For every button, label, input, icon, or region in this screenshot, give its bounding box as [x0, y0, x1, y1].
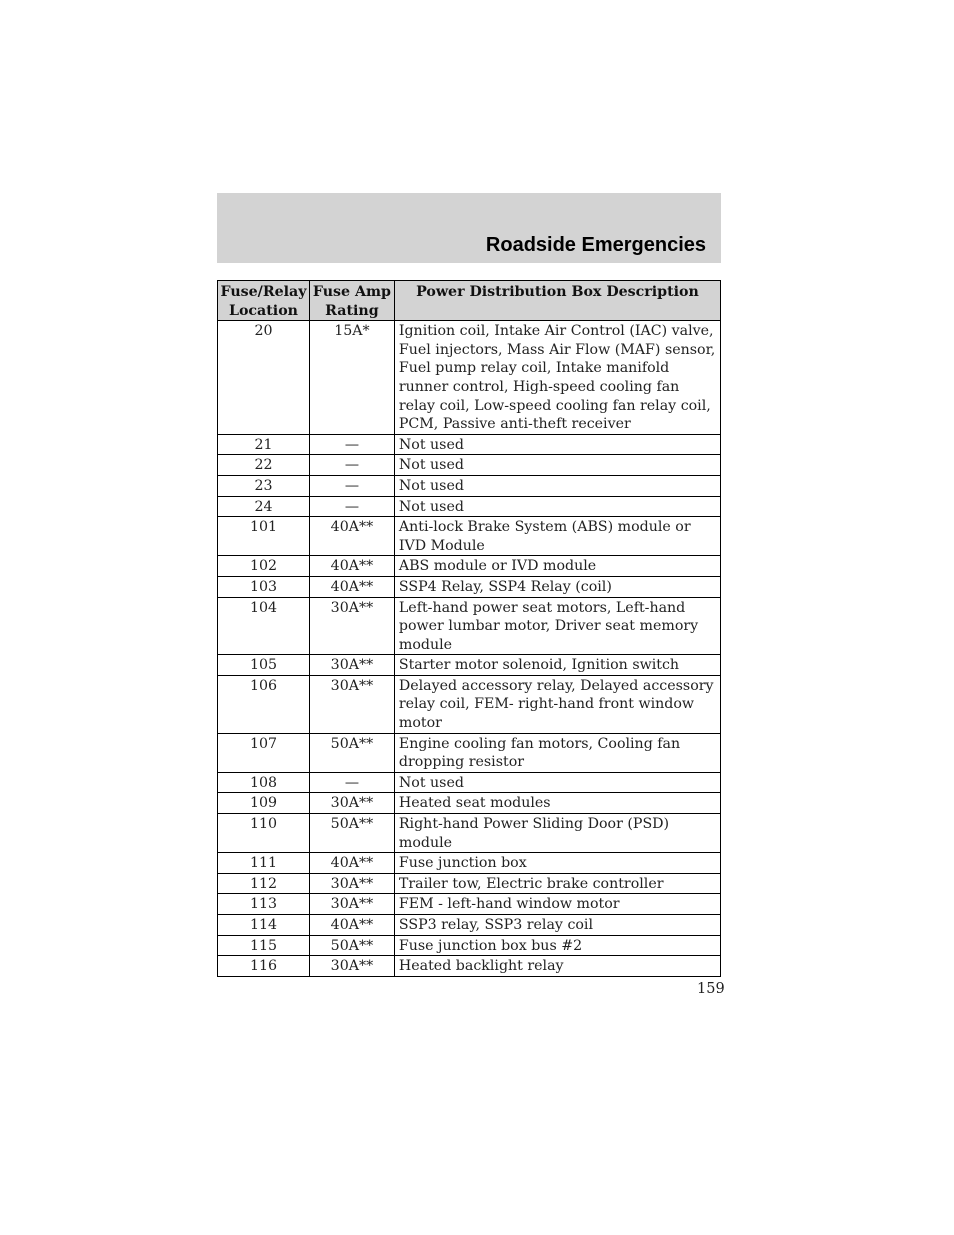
cell-rating: 30A** [309, 655, 394, 676]
table-row [218, 894, 721, 915]
cell-description: ABS module or IVD module [394, 556, 720, 577]
cell-description: Fuse junction box [394, 853, 720, 874]
table-row [218, 675, 721, 733]
cell-description: Starter motor solenoid, Ignition switch [394, 655, 720, 676]
cell-location: 22 [218, 455, 310, 476]
column-header-location: Fuse/Relay Location [218, 281, 310, 321]
table-row [218, 873, 721, 894]
cell-location: 105 [218, 655, 310, 676]
cell-description: Not used [394, 496, 720, 517]
cell-description: Not used [394, 434, 720, 455]
cell-location: 112 [218, 873, 310, 894]
table-row [218, 475, 721, 496]
table-row [218, 655, 721, 676]
cell-description: Not used [394, 475, 720, 496]
cell-description: Heated seat modules [394, 793, 720, 814]
table-row [218, 517, 721, 556]
table-row [218, 814, 721, 853]
section-header-band [217, 193, 721, 263]
table-row [218, 496, 721, 517]
table-body [218, 321, 721, 977]
table-row [218, 793, 721, 814]
cell-location: 110 [218, 814, 310, 853]
cell-location: 20 [218, 321, 310, 435]
cell-rating: — [309, 475, 394, 496]
cell-rating: — [309, 455, 394, 476]
table-row [218, 935, 721, 956]
cell-rating: 40A** [309, 853, 394, 874]
table-row [218, 556, 721, 577]
cell-rating: 30A** [309, 675, 394, 733]
cell-rating: 30A** [309, 873, 394, 894]
cell-location: 108 [218, 772, 310, 793]
cell-rating: 50A** [309, 733, 394, 772]
cell-description: Fuse junction box bus #2 [394, 935, 720, 956]
table-row [218, 772, 721, 793]
cell-rating: — [309, 496, 394, 517]
cell-location: 106 [218, 675, 310, 733]
table-row [218, 597, 721, 655]
cell-location: 24 [218, 496, 310, 517]
cell-rating: 40A** [309, 517, 394, 556]
cell-location: 21 [218, 434, 310, 455]
cell-rating: 50A** [309, 814, 394, 853]
cell-location: 115 [218, 935, 310, 956]
table-row [218, 915, 721, 936]
cell-rating: 30A** [309, 793, 394, 814]
cell-rating: 40A** [309, 576, 394, 597]
cell-description: Not used [394, 455, 720, 476]
cell-location: 111 [218, 853, 310, 874]
cell-location: 103 [218, 576, 310, 597]
cell-rating: 15A* [309, 321, 394, 435]
cell-rating: 40A** [309, 556, 394, 577]
cell-location: 113 [218, 894, 310, 915]
fuse-table [217, 280, 721, 977]
cell-rating: 30A** [309, 956, 394, 977]
table-row [218, 434, 721, 455]
cell-description: SSP3 relay, SSP3 relay coil [394, 915, 720, 936]
cell-description: Delayed accessory relay, Delayed accessory relay coil, FEM- right-hand front window motor [394, 675, 720, 733]
table-row [218, 956, 721, 977]
cell-description: Left-hand power seat motors, Left-hand power lumbar motor, Driver seat memory module [394, 597, 720, 655]
cell-location: 23 [218, 475, 310, 496]
cell-description: Right-hand Power Sliding Door (PSD) module [394, 814, 720, 853]
cell-description: Not used [394, 772, 720, 793]
page-number: 159 [697, 981, 725, 997]
cell-description: Heated backlight relay [394, 956, 720, 977]
cell-location: 109 [218, 793, 310, 814]
section-title: Roadside Emergencies [485, 234, 706, 256]
table-row [218, 321, 721, 435]
cell-location: 116 [218, 956, 310, 977]
table-row [218, 853, 721, 874]
cell-rating: 30A** [309, 894, 394, 915]
cell-location: 102 [218, 556, 310, 577]
cell-rating: 30A** [309, 597, 394, 655]
column-header-rating: Fuse Amp Rating [309, 281, 394, 321]
cell-description: Engine cooling fan motors, Cooling fan dropping resistor [394, 733, 720, 772]
cell-location: 104 [218, 597, 310, 655]
cell-description: Ignition coil, Intake Air Control (IAC) valve, Fuel injectors, Mass Air Flow (MAF) sensor, Fuel pump relay coil, Intake manifold runner control, High-speed cooling fan relay coil, Low-speed cooling fan relay coil, PCM, Passive anti-theft receiver [394, 321, 720, 435]
cell-description: SSP4 Relay, SSP4 Relay (coil) [394, 576, 720, 597]
cell-rating: 50A** [309, 935, 394, 956]
cell-rating: 40A** [309, 915, 394, 936]
cell-rating: — [309, 434, 394, 455]
column-header-description: Power Distribution Box Description [394, 281, 720, 321]
table-header-row [218, 281, 721, 321]
cell-rating: — [309, 772, 394, 793]
cell-description: FEM - left-hand window motor [394, 894, 720, 915]
cell-location: 101 [218, 517, 310, 556]
cell-description: Trailer tow, Electric brake controller [394, 873, 720, 894]
table-row [218, 455, 721, 476]
table-row [218, 733, 721, 772]
table-row [218, 576, 721, 597]
cell-location: 107 [218, 733, 310, 772]
cell-description: Anti-lock Brake System (ABS) module or IVD Module [394, 517, 720, 556]
cell-location: 114 [218, 915, 310, 936]
